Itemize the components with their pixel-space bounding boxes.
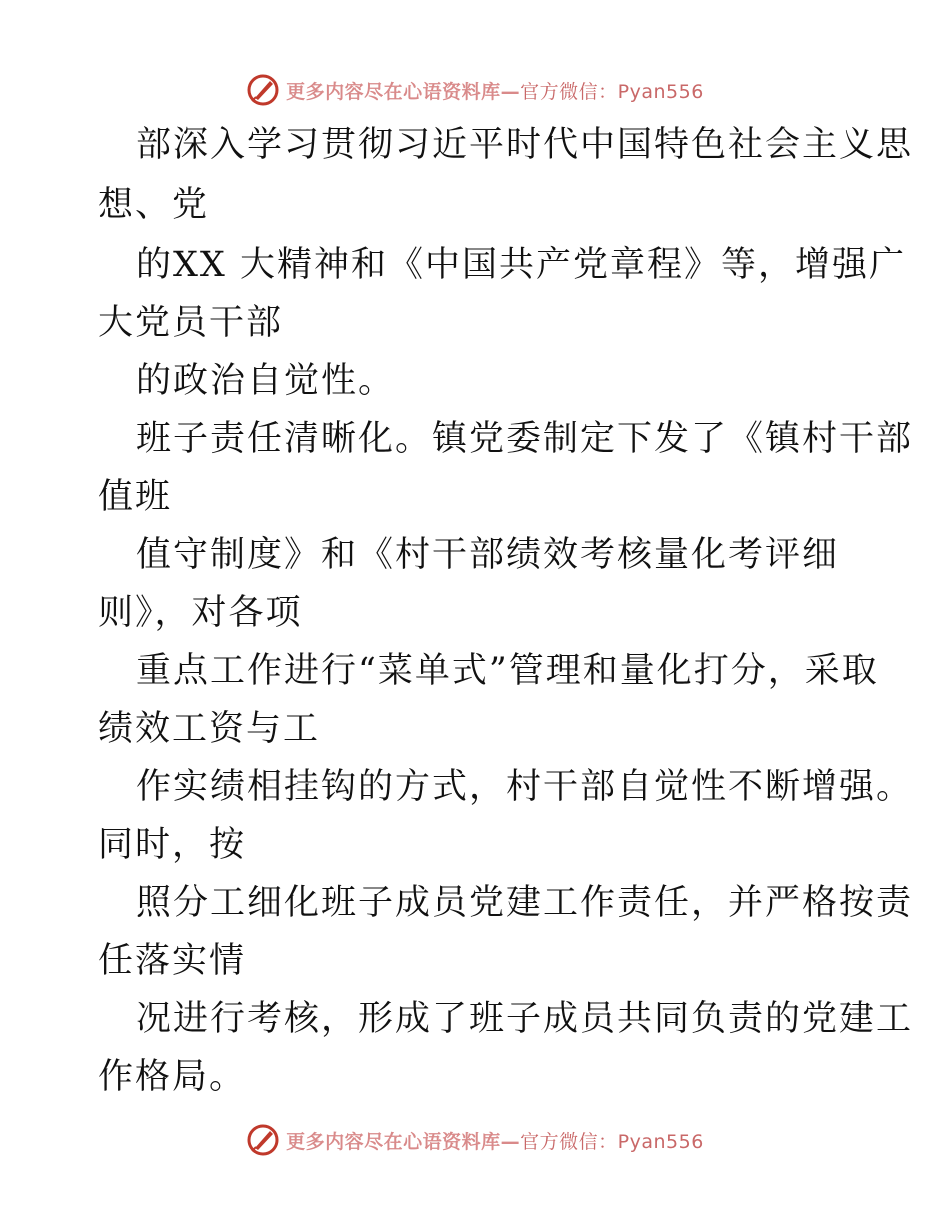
footer-banner	[0, 1120, 950, 1160]
body-line: 作实绩相挂钩的方式，村干部自觉性不断增强。	[136, 767, 914, 807]
header-banner-text	[286, 77, 704, 104]
body-line: 部深入学习贯彻习近平时代中国特色社会主义思	[136, 125, 914, 165]
header-banner-main: 更多内容尽在心语资料库	[286, 80, 501, 103]
body-line: 照分工细化班子成员党建工作责任，并严格按责	[136, 883, 914, 923]
body-line: 值守制度》和《村干部绩效考核量化考评细	[136, 535, 840, 575]
body-line: 同时，按	[98, 825, 247, 865]
quill-logo-icon	[246, 73, 280, 107]
body-line: 想、党	[98, 185, 210, 225]
body-line: 况进行考核，形成了班子成员共同负责的党建工	[136, 999, 914, 1039]
header-banner	[0, 70, 950, 110]
body-line: 大党员干部	[98, 303, 284, 343]
body-line: 任落实情	[98, 941, 247, 981]
header-banner-inner	[246, 73, 704, 107]
footer-banner-main: 更多内容尽在心语资料库	[286, 1130, 501, 1153]
body-line: 则》，对各项	[98, 593, 303, 633]
body-line: 值班	[98, 477, 173, 517]
body-line: 的政治自觉性。	[136, 361, 396, 401]
header-banner-dash: —	[500, 80, 521, 103]
body-line: 作格局。	[98, 1057, 247, 1097]
body-line: 绩效工资与工	[98, 709, 321, 749]
quill-logo-icon	[246, 1123, 280, 1157]
body-line: 班子责任清晰化。镇党委制定下发了《镇村干部	[136, 419, 914, 459]
footer-banner-dash: —	[500, 1130, 521, 1153]
footer-banner-wechat: 官方微信：Pyan556	[520, 1130, 704, 1153]
header-banner-wechat: 官方微信：Pyan556	[520, 80, 704, 103]
body-line: 的XX 大精神和《中国共产党章程》等，增强广	[136, 245, 906, 285]
body-line: 重点工作进行“菜单式”管理和量化打分，采取	[136, 651, 879, 691]
footer-banner-inner	[246, 1123, 704, 1157]
footer-banner-text	[286, 1127, 704, 1154]
